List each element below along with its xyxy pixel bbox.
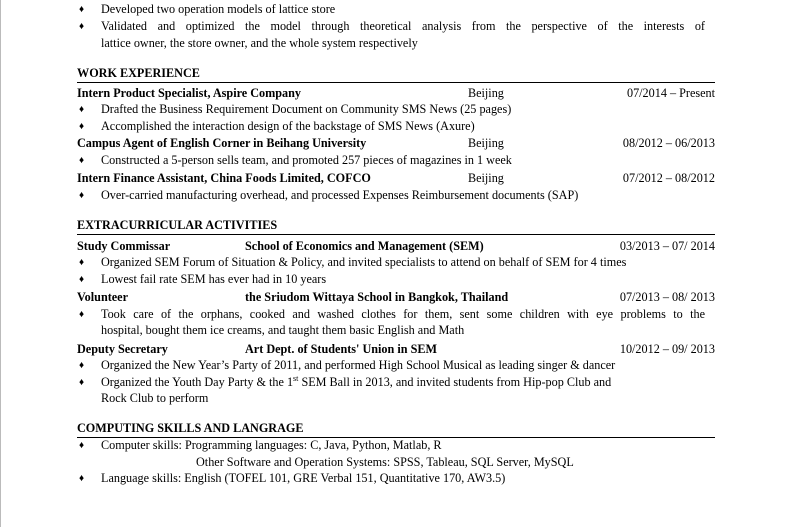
work-entry-header: Intern Finance Assistant, China Foods Limited, COFCO Beijing 07/2012 – 08/2012 bbox=[77, 171, 715, 185]
list-item: ♦ Developed two operation models of lattice store bbox=[79, 2, 336, 16]
list-item: ♦ Drafted the Business Requirement Document on Community SMS News (25 pages) bbox=[79, 102, 512, 116]
bullet-icon: ♦ bbox=[79, 377, 85, 388]
list-item: ♦ Language skills: English (TOFEL 101, GRE Verbal 151, Quantitative 170, AW3.5) bbox=[79, 471, 506, 485]
list-item: ♦ Took care of the orphans, cooked and washed clothes for them, sent some children with eye problems to the bbox=[79, 307, 705, 321]
list-item: ♦ Organized SEM Forum of Situation & Policy, and invited specialists to attend on behalf of SEM for 4 times bbox=[79, 255, 627, 269]
bullet-icon: ♦ bbox=[79, 274, 85, 285]
list-item: ♦ Validated and optimized the model through theoretical analysis from the perspective of the interests of bbox=[79, 19, 705, 33]
activity-entry-header: Study Commissar School of Economics and Management (SEM) 03/2013 – 07/ 2014 bbox=[77, 239, 715, 253]
list-item: ♦ Lowest fail rate SEM has ever had in 10 years bbox=[79, 272, 327, 286]
bullet-icon: ♦ bbox=[79, 4, 85, 15]
bullet-icon: ♦ bbox=[79, 309, 85, 320]
bullet-icon: ♦ bbox=[79, 155, 85, 166]
list-item-continuation: Other Software and Operation Systems: SPSS, Tableau, SQL Server, MySQL bbox=[196, 455, 574, 469]
activity-entry-header: Deputy Secretary Art Dept. of Students' Union in SEM 10/2012 – 09/ 2013 bbox=[77, 342, 715, 356]
section-heading-skills: COMPUTING SKILLS AND LANGRAGE bbox=[77, 420, 715, 438]
bullet-icon: ♦ bbox=[79, 257, 85, 268]
activity-entry-header: Volunteer the Sriudom Wittaya School in Bangkok, Thailand 07/2013 – 08/ 2013 bbox=[77, 290, 715, 304]
list-item: ♦ Computer skills: Programming languages: C, Java, Python, Matlab, R bbox=[79, 438, 442, 452]
list-item-continuation: Rock Club to perform bbox=[101, 391, 209, 405]
list-item-continuation: lattice owner, the store owner, and the whole system respectively bbox=[101, 36, 418, 50]
bullet-icon: ♦ bbox=[79, 21, 85, 32]
list-item: ♦ Constructed a 5-person sells team, and promoted 257 pieces of magazines in 1 week bbox=[79, 153, 512, 167]
bullet-icon: ♦ bbox=[79, 121, 85, 132]
bullet-icon: ♦ bbox=[79, 190, 85, 201]
section-heading-extracurricular: EXTRACURRICULAR ACTIVITIES bbox=[77, 217, 715, 235]
list-item: ♦ Accomplished the interaction design of the backstage of SMS News (Axure) bbox=[79, 119, 475, 133]
list-item-continuation: hospital, bought them ice creams, and taught them basic English and Math bbox=[101, 323, 465, 337]
section-heading-work: WORK EXPERIENCE bbox=[77, 65, 715, 83]
bullet-icon: ♦ bbox=[79, 360, 85, 371]
bullet-icon: ♦ bbox=[79, 104, 85, 115]
list-item: ♦ Over-carried manufacturing overhead, and processed Expenses Reimbursement documents (SAP) bbox=[79, 188, 579, 202]
list-item: ♦ Organized the Youth Day Party & the 1st SEM Ball in 2013, and invited students from Hip-pop Club and bbox=[79, 373, 612, 389]
list-item: ♦ Organized the New Year’s Party of 2011, and performed High School Musical as leading singer & dancer bbox=[79, 358, 616, 372]
bullet-icon: ♦ bbox=[79, 440, 85, 451]
bullet-icon: ♦ bbox=[79, 473, 85, 484]
work-entry-header: Intern Product Specialist, Aspire Company Beijing 07/2014 – Present bbox=[77, 86, 715, 100]
work-entry-header: Campus Agent of English Corner in Beihang University Beijing 08/2012 – 06/2013 bbox=[77, 136, 715, 150]
